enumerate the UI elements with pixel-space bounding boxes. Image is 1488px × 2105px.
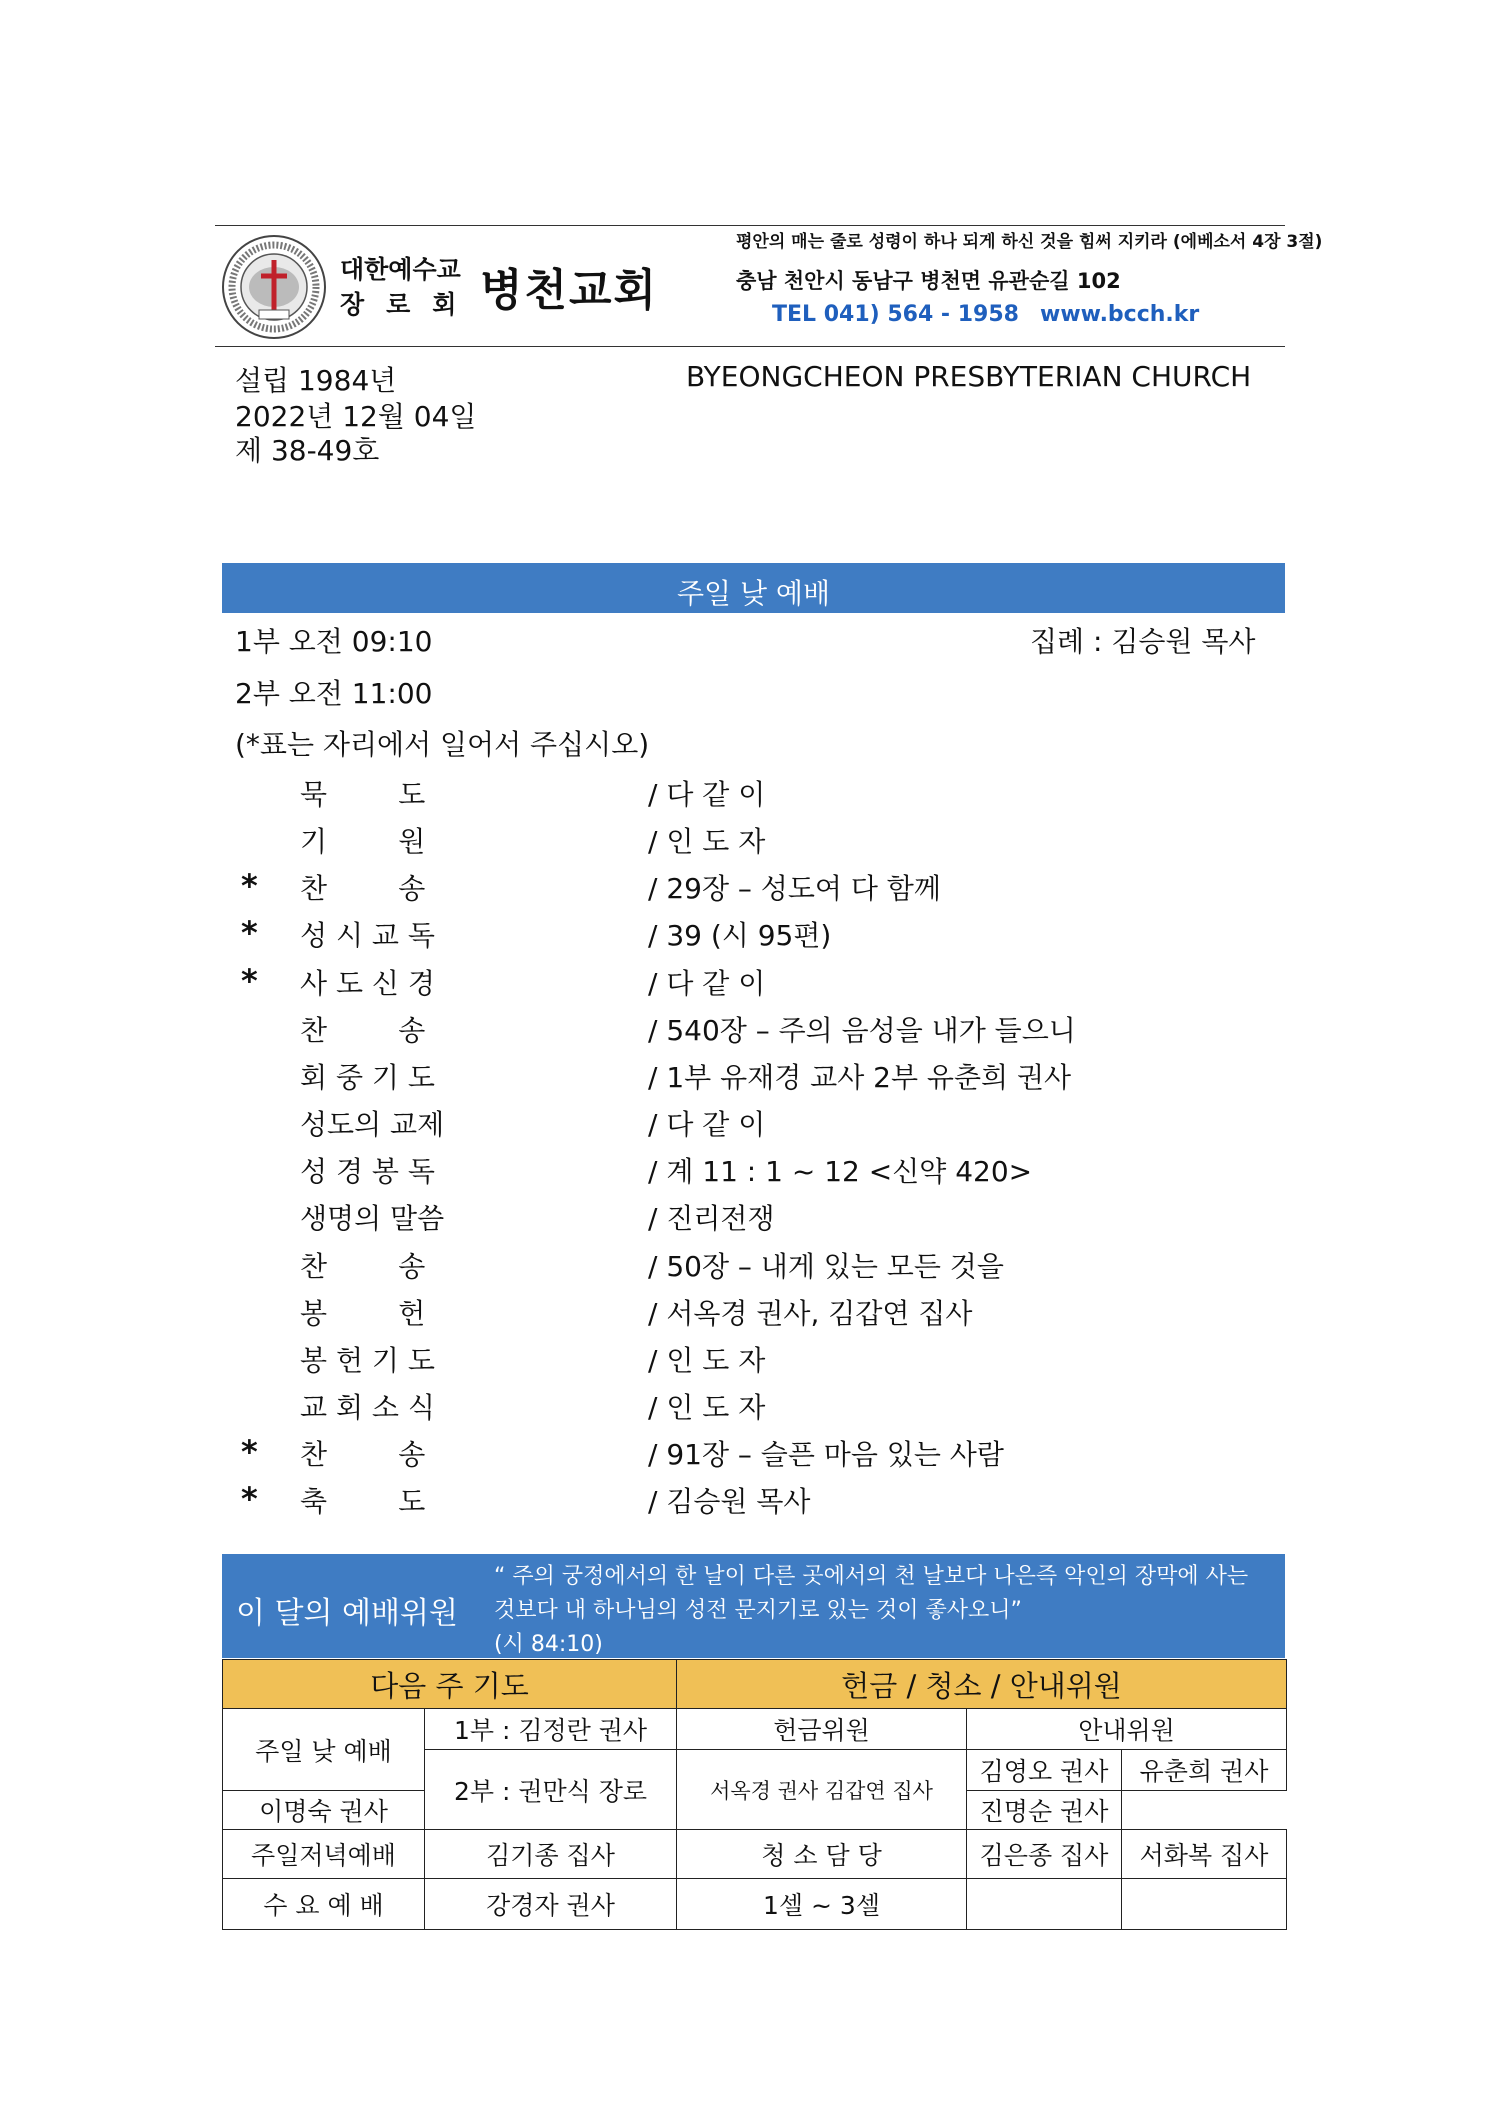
bulletin-date: 2022년 12월 04일 xyxy=(235,400,477,433)
order-item-detail: / 인 도 자 xyxy=(648,825,766,858)
table-row xyxy=(223,1830,1287,1879)
sunday-prayer-2: 2부 : 권만식 장로 xyxy=(425,1750,677,1830)
offering-names: 서옥경 권사 김갑연 집사 xyxy=(677,1750,967,1830)
order-item-detail: / 다 같 이 xyxy=(648,1108,766,1141)
order-item-name: 봉 헌 기 도 xyxy=(300,1344,435,1377)
order-item-name: 기 원 xyxy=(300,825,426,858)
order-item-name: 묵 도 xyxy=(300,778,426,811)
church-seal-icon xyxy=(221,232,327,342)
scripture-verse xyxy=(494,1560,1274,1662)
usher-name: 김은종 집사 xyxy=(967,1830,1122,1879)
order-item-detail: / 계 11 : 1 ~ 12 <신약 420> xyxy=(648,1155,1033,1188)
table-header-duties: 헌금 / 청소 / 안내위원 xyxy=(677,1660,1287,1709)
service1-time: 1부 오전 09:10 xyxy=(235,625,433,658)
table-row xyxy=(223,1879,1287,1930)
empty-cell xyxy=(1122,1879,1287,1930)
order-item-name: 생명의 말씀 xyxy=(300,1202,445,1235)
church-phone: TEL 041) 564 - 1958 xyxy=(772,302,1019,327)
order-item-name: 찬 송 xyxy=(300,1014,426,1047)
usher-name: 서화복 집사 xyxy=(1122,1830,1287,1879)
usher-name: 김영오 권사 xyxy=(967,1750,1122,1791)
table-row xyxy=(223,1709,1287,1750)
cleaning-cells: 1셀 ~ 3셀 xyxy=(677,1879,967,1930)
table-header-prayer: 다음 주 기도 xyxy=(223,1660,677,1709)
order-item-detail: / 1부 유재경 교사 2부 유춘희 권사 xyxy=(648,1061,1072,1094)
order-item-name: 교 회 소 식 xyxy=(300,1391,435,1424)
sunday-prayer-1: 1부 : 김정란 권사 xyxy=(425,1709,677,1750)
usher-name: 이명숙 권사 xyxy=(223,1791,425,1830)
sunday-day-label: 주일 낮 예배 xyxy=(223,1709,425,1791)
wednesday-label: 수 요 예 배 xyxy=(223,1879,425,1930)
order-item-name: 찬 송 xyxy=(300,1250,426,1283)
order-item-detail: / 다 같 이 xyxy=(648,778,766,811)
order-item-name: 사 도 신 경 xyxy=(300,967,435,1000)
worship-title: 주일 낮 예배 xyxy=(676,577,831,610)
presider: 집례 : 김승원 목사 xyxy=(1030,625,1256,658)
order-item-name: 축 도 xyxy=(300,1485,426,1518)
header-top-rule xyxy=(215,225,1285,226)
committee-title: 이 달의 예배위원 xyxy=(236,1596,458,1631)
founded-year: 설립 1984년 xyxy=(235,364,397,397)
order-item-name: 성 경 봉 독 xyxy=(300,1155,435,1188)
order-item-detail: / 91장 – 슬픈 마음 있는 사람 xyxy=(648,1438,1004,1471)
english-church-name: BYEONGCHEON PRESBYTERIAN CHURCH xyxy=(686,360,1252,393)
header-motto: 평안의 매는 줄로 성령이 하나 되게 하신 것을 힘써 지키라 (에베소서 4장 3절) xyxy=(736,232,1323,252)
order-item-detail: / 서옥경 권사, 김갑연 집사 xyxy=(648,1297,973,1330)
committee-bar xyxy=(222,1554,1285,1658)
verse-text: “ 주의 궁정에서의 한 날이 다른 곳에서의 천 날보다 나은즉 악인의 장막에 사는 것보다 내 하나님의 성전 문지기로 있는 것이 좋사오니” xyxy=(494,1564,1249,1623)
usher-name: 진명순 권사 xyxy=(967,1791,1122,1830)
standing-marker: * xyxy=(241,867,258,905)
denomination-line1: 대한예수교 xyxy=(340,255,461,284)
cleaning-title: 청 소 담 당 xyxy=(677,1830,967,1879)
order-item-detail: / 김승원 목사 xyxy=(648,1485,811,1518)
church-website-link[interactable]: www.bcch.kr xyxy=(1040,302,1200,327)
order-item-name: 성 시 교 독 xyxy=(300,919,435,952)
order-item-detail: / 39 (시 95편) xyxy=(648,919,832,952)
usher-title: 안내위원 xyxy=(967,1709,1287,1750)
issue-number: 제 38-49호 xyxy=(235,434,380,467)
church-name: 병천교회 xyxy=(480,265,659,316)
standing-marker: * xyxy=(241,914,258,952)
order-item-detail: / 인 도 자 xyxy=(648,1344,766,1377)
wednesday-prayer: 강경자 권사 xyxy=(425,1879,677,1930)
standing-note: (*표는 자리에서 일어서 주십시오) xyxy=(235,728,650,761)
order-item-name: 성도의 교제 xyxy=(300,1108,445,1141)
sunday-evening-label: 주일저녁예배 xyxy=(223,1830,425,1879)
order-item-detail: / 진리전쟁 xyxy=(648,1202,775,1235)
order-item-detail: / 다 같 이 xyxy=(648,967,766,1000)
sunday-evening-prayer: 김기종 집사 xyxy=(425,1830,677,1879)
empty-cell xyxy=(967,1879,1122,1930)
denomination-line2: 장로회 xyxy=(340,290,479,319)
standing-marker: * xyxy=(241,1433,258,1471)
order-item-name: 찬 송 xyxy=(300,1438,426,1471)
order-item-name: 회 중 기 도 xyxy=(300,1061,435,1094)
offering-title: 헌금위원 xyxy=(677,1709,967,1750)
worship-title-bar xyxy=(222,563,1285,613)
service2-time: 2부 오전 11:00 xyxy=(235,677,433,710)
table-header-row xyxy=(223,1660,1287,1709)
order-item-detail: / 540장 – 주의 음성을 내가 들으니 xyxy=(648,1014,1076,1047)
header-bottom-rule xyxy=(215,346,1285,347)
duty-table xyxy=(222,1659,1287,1930)
order-item-detail: / 50장 – 내게 있는 모든 것을 xyxy=(648,1250,1004,1283)
order-item-name: 찬 송 xyxy=(300,872,426,905)
church-address: 충남 천안시 동남구 병천면 유관순길 102 xyxy=(736,269,1121,293)
standing-marker: * xyxy=(241,962,258,1000)
usher-name: 유춘희 권사 xyxy=(1122,1750,1287,1791)
order-item-detail: / 29장 – 성도여 다 함께 xyxy=(648,872,941,905)
order-item-name: 봉 헌 xyxy=(300,1297,426,1330)
verse-reference: (시 84:10) xyxy=(494,1632,603,1657)
standing-marker: * xyxy=(241,1480,258,1518)
order-item-detail: / 인 도 자 xyxy=(648,1391,766,1424)
